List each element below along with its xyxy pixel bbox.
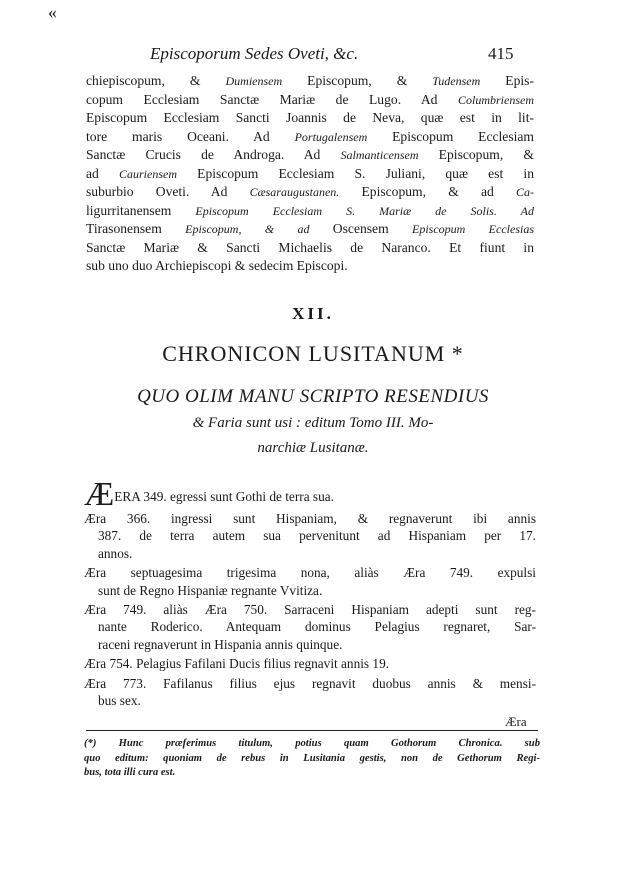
italic-name: Episcopum Ecclesias xyxy=(388,222,534,236)
text-run: Epis- xyxy=(480,73,534,88)
section-number: XII. xyxy=(292,304,334,323)
section-title: CHRONICON LUSITANUM * xyxy=(162,341,464,366)
text-run: ad xyxy=(86,165,119,181)
text-run: Sanctæ Mariæ & Sancti Michaelis de Naranco. Et fiunt in xyxy=(86,239,534,255)
entry-line: Æra 754. Pelagius Fafilani Ducis filius regnavit annis 19. xyxy=(84,656,390,672)
text-run: chiepiscopum, & xyxy=(86,73,226,88)
entry-line: ÆERA 349. egressi sunt Gothi de terra sua. xyxy=(84,476,334,513)
paragraph-line xyxy=(86,257,534,276)
body-paragraph xyxy=(86,72,534,276)
entry-line: bus sex. xyxy=(98,693,141,709)
subtitle-line-3: narchiæ Lusitanæ. xyxy=(257,440,369,456)
entry-line: Æra 749. aliàs Æra 750. Sarraceni Hispaniam adepti sunt reg- xyxy=(84,602,536,618)
italic-name: Columbriensem xyxy=(458,92,534,107)
italic-name: Dumiensem xyxy=(225,74,283,88)
entry-line: Æra septuagesima trigesima nona, aliàs Æra 749. expulsi xyxy=(84,565,536,581)
text-run: Episcopum, & xyxy=(282,73,433,88)
text-run: Episcopum Ecclesiam Sancti Joannis de Neva, quæ est in lit- xyxy=(86,110,534,125)
text-run: sub uno duo Archiepiscopi & sedecim Episcopi. xyxy=(86,258,348,273)
footnote-line: (*) Hunc præferimus titulum, potius quam Gothorum Chronica. sub xyxy=(84,738,540,749)
chronicle-entry xyxy=(84,601,536,653)
chronicle-entry xyxy=(84,510,536,562)
text-run: tore maris Oceani. Ad xyxy=(86,128,295,144)
catchword: Æra xyxy=(505,714,527,729)
drop-capital: Æ xyxy=(84,476,115,513)
text-run: Tirasonensem xyxy=(86,221,162,236)
entry-line: nante Roderico. Antequam dominus Pelagius regnaret, Sar- xyxy=(98,619,536,635)
footnote-rule xyxy=(86,730,538,731)
text-run: Sanctæ Crucis de Androga. Ad xyxy=(86,147,341,162)
entry-line: Æra 773. Fafilanus filius ejus regnavit duobus annis & mensi- xyxy=(84,675,536,691)
italic-name: Episcopum, & ad xyxy=(161,222,333,236)
italic-name: Ca- xyxy=(516,185,534,199)
chronicle-entry xyxy=(84,564,536,599)
footnote-line: bus, tota illi cura est. xyxy=(84,767,176,778)
paragraph-line xyxy=(86,165,534,184)
entry-line: sunt de Regno Hispaniæ regnante Vvitiza. xyxy=(98,582,323,598)
paragraph-line xyxy=(86,72,534,91)
text-run: Oscensem xyxy=(332,221,389,236)
paragraph-line xyxy=(86,109,534,128)
italic-name: Episcopum Ecclesiam S. Mariæ de Solis. Ad xyxy=(171,203,534,218)
text-run: Episcopum Ecclesiam xyxy=(367,128,534,144)
paragraph-line xyxy=(86,146,534,165)
running-head-title: Episcoporum Sedes Oveti, &c. xyxy=(150,44,359,63)
text-run: ligurritanensem xyxy=(86,202,172,218)
italic-name: Cauriensem xyxy=(118,166,177,181)
text-run: Episcopum, & ad xyxy=(339,184,516,199)
chronicle-entry xyxy=(84,655,536,672)
paragraph-line xyxy=(86,91,534,110)
paragraph-line xyxy=(86,202,534,221)
text-run: Episcopum Ecclesiam S. Juliani, quæ est in xyxy=(176,165,534,181)
subtitle-line-1: QUO OLIM MANU SCRIPTO RESENDIUS xyxy=(137,386,489,407)
italic-name: Portugalensem xyxy=(294,129,368,144)
chronicle-entries xyxy=(84,476,536,711)
paragraph-line xyxy=(86,239,534,258)
entry-line: annos. xyxy=(98,545,133,561)
paragraph-line xyxy=(86,183,534,202)
text-run: suburbio Oveti. Ad xyxy=(86,184,250,199)
entry-line: 387. de terra autem sua pervenitunt ad Hispaniam per 17. xyxy=(98,528,536,544)
text-run: Episcopum, & xyxy=(418,147,534,162)
subtitle-line-2: & Faria sunt usi : editum Tomo III. Mo- xyxy=(192,415,434,431)
page-number: 415 xyxy=(488,44,514,63)
margin-mark: « xyxy=(48,2,57,22)
italic-name: Cæsaraugustanen. xyxy=(249,185,340,199)
italic-name: Salmanticensem xyxy=(340,148,419,162)
footnote-line: quo editum: quoniam de rebus in Lusitania gestis, non de Gethorum Regi- xyxy=(84,752,540,764)
entry-line: raceni regnaverunt in Hispania annis quinque. xyxy=(98,636,343,652)
entry-line: Æra 366. ingressi sunt Hispaniam, & regnaverunt ibi annis xyxy=(84,511,536,526)
chronicle-entry xyxy=(84,675,536,710)
chronicle-entry xyxy=(84,476,536,513)
running-head xyxy=(150,44,550,64)
italic-name: Tudensem xyxy=(432,74,481,88)
text-run: copum Ecclesiam Sanctæ Mariæ de Lugo. Ad xyxy=(86,91,458,107)
footnote xyxy=(84,737,540,781)
paragraph-line xyxy=(86,128,534,147)
paragraph-line xyxy=(86,220,534,239)
